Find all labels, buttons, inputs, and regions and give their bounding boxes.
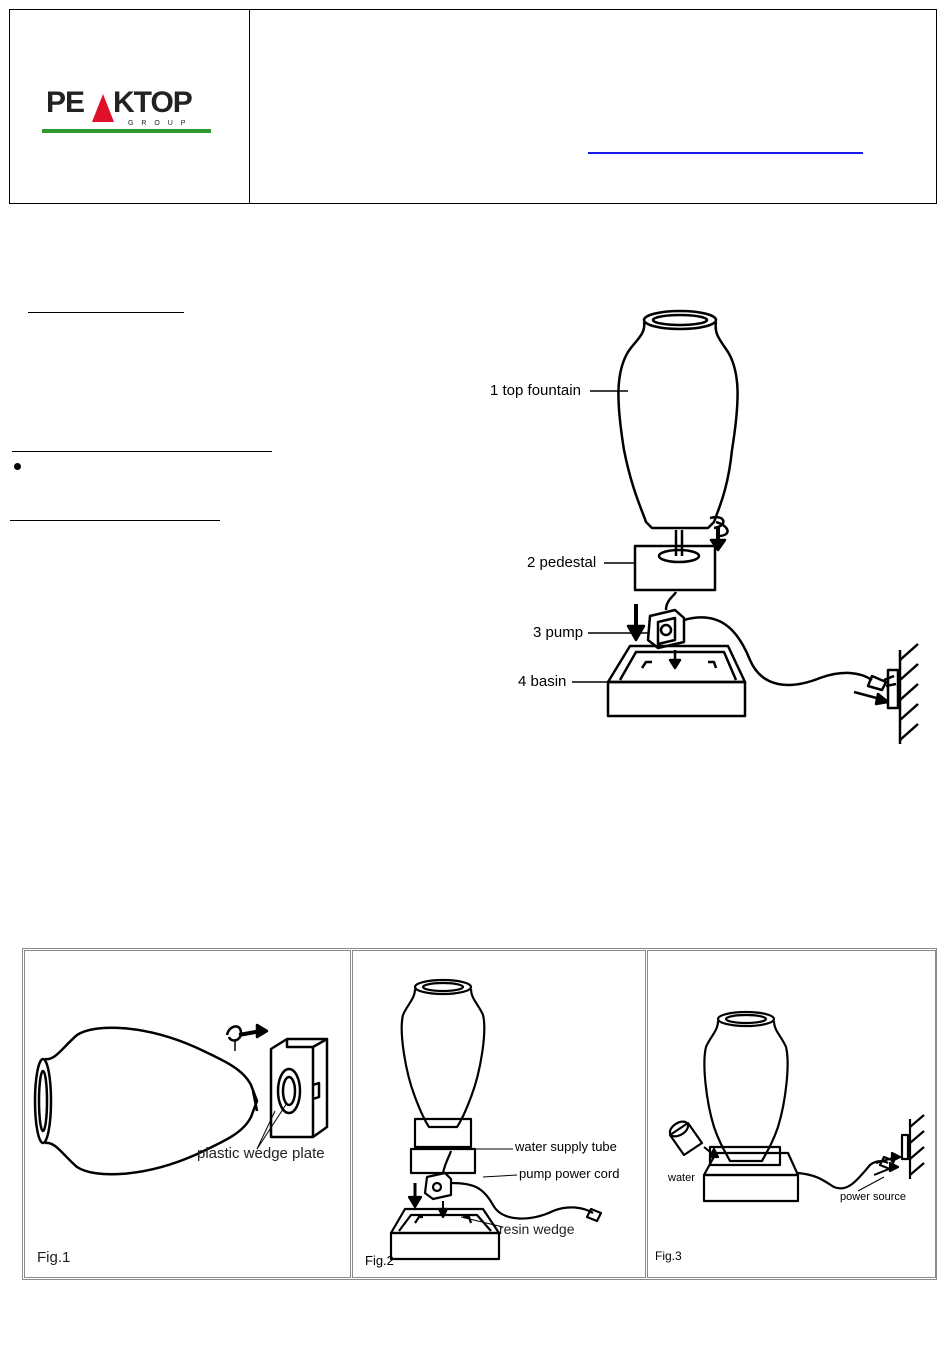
label-basin: 4 basin (518, 673, 567, 690)
company-logo (40, 82, 215, 138)
caption-fig-2: Fig.2 (365, 1253, 394, 1268)
heading-underline-3 (10, 520, 220, 521)
svg-text:KTOP: KTOP (113, 86, 192, 119)
label-top-fountain: 1 top fountain (490, 382, 581, 399)
callout-plastic-wedge-plate: plastic wedge plate (197, 1145, 325, 1162)
svg-text:G R O U P: G R O U P (128, 120, 189, 127)
figure-1 (24, 950, 351, 1278)
bullet-point (14, 463, 21, 470)
label-pedestal: 2 pedestal (527, 554, 597, 571)
callout-pump-power-cord: pump power cord (519, 1166, 620, 1181)
label-pump: 3 pump (533, 624, 584, 641)
caption-fig-3: Fig.3 (655, 1249, 682, 1263)
header-hyperlink-underline[interactable] (588, 152, 863, 154)
callout-resin-wedge: resin wedge (499, 1221, 575, 1237)
figure-3 (647, 950, 936, 1278)
heading-underline-2 (12, 451, 272, 452)
figure-2 (352, 950, 646, 1278)
callout-power-source: power source (840, 1191, 907, 1203)
caption-fig-1: Fig.1 (37, 1249, 71, 1266)
callout-water: water (668, 1172, 695, 1184)
svg-text:PE: PE (46, 86, 85, 119)
header-divider (249, 9, 250, 204)
heading-underline-1 (28, 312, 184, 313)
exploded-diagram (470, 300, 940, 760)
callout-water-supply-tube: water supply tube (515, 1139, 617, 1154)
